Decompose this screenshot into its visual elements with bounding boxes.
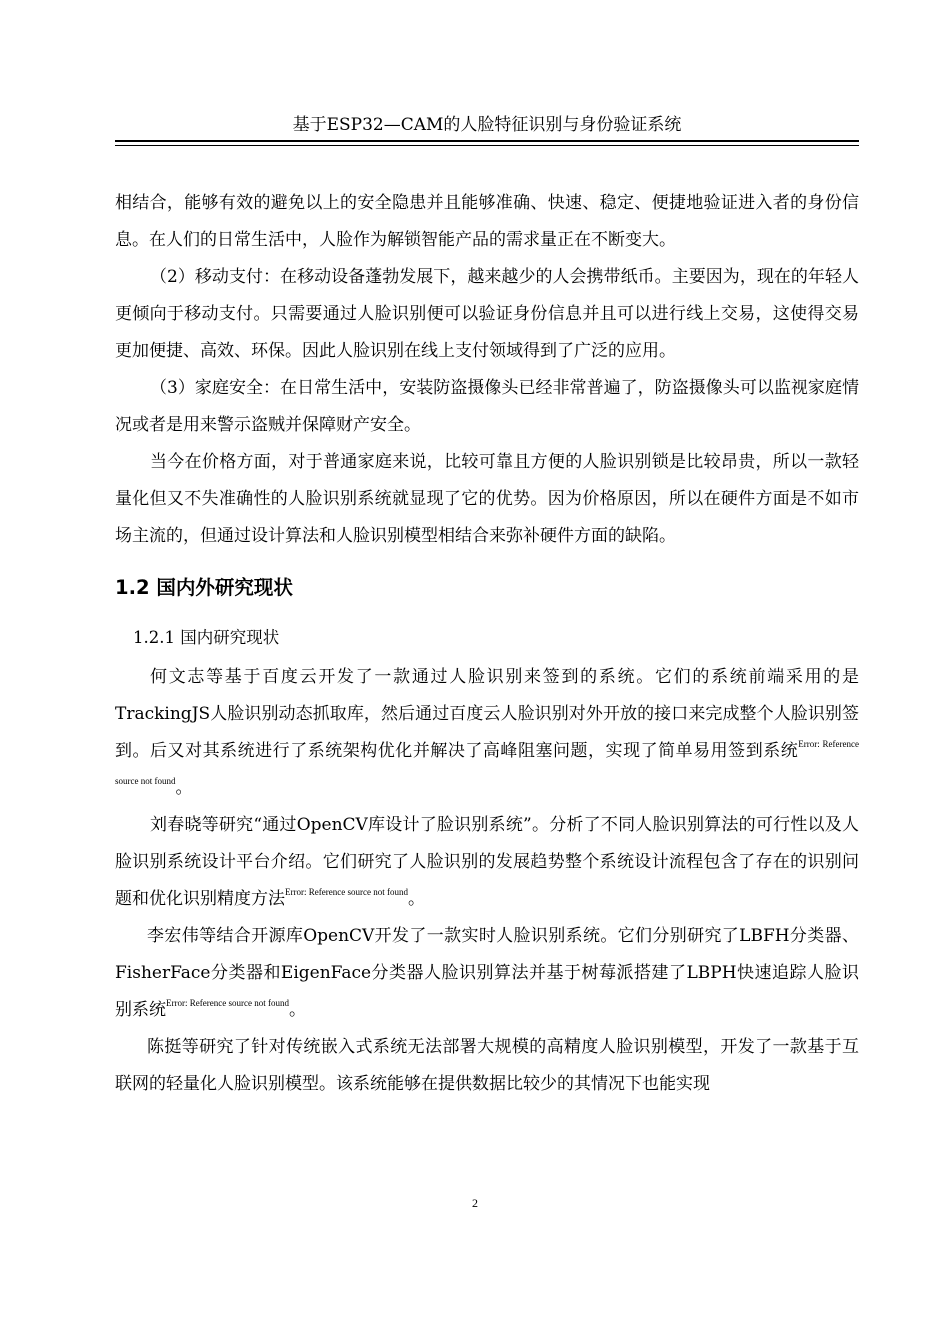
paragraph-home-security: （3）家庭安全：在日常生活中，安装防盗摄像头已经非常普遍了，防盗摄像头可以监视家庭情况或者是用来警示盗贼并保障财产安全。: [115, 378, 859, 435]
research-paragraph-3: [115, 918, 859, 1029]
page-body: [115, 185, 859, 1103]
research-paragraph-4: 陈挺等研究了针对传统嵌入式系统无法部署大规模的高精度人脸识别模型，开发了一款基于互联网的轻量化人脸识别模型。该系统能够在提供数据比较少的其情况下也能实现: [115, 1037, 859, 1094]
citation-error: Error: Reference source not found: [115, 739, 859, 786]
research-paragraph-2: [115, 807, 859, 918]
paragraph-price: 当今在价格方面，对于普通家庭来说，比较可靠且方便的人脸识别锁是比较昂贵，所以一款轻量化但又不失准确性的人脸识别系统就显现了它的优势。因为价格原因，所以在硬件方面是不如市场主流的，但通过设计算法和人脸识别模型相结合来弥补硬件方面的缺陷。: [115, 452, 859, 546]
research-paragraph-1: [115, 659, 859, 807]
research-text-1: 何文志等基于百度云开发了一款通过人脸识别来签到的系统。它们的系统前端采用的是TrackingJS人脸识别动态抓取库，然后通过百度云人脸识别对外开放的接口来完成整个人脸识别签到。后又对其系统进行了系统架构优化并解决了高峰阻塞问题，实现了简单易用签到系统: [115, 667, 859, 761]
citation-end-mark: 。: [407, 889, 425, 909]
running-header: 基于ESP32—CAM的人脸特征识别与身份验证系统: [292, 115, 682, 135]
header-rule-thick: [115, 140, 859, 142]
header-rule-thin: [115, 145, 859, 146]
citation-end-mark: 。: [288, 1000, 306, 1020]
page-number: 2: [472, 1196, 478, 1210]
subsection-heading: 1.2.1 国内研究现状: [133, 628, 280, 647]
research-text-3: 李宏伟等结合开源库OpenCV开发了一款实时人脸识别系统。它们分别研究了LBFH分类器、FisherFace分类器和EigenFace分类器人脸识别算法并基于树莓派搭建了LBPH快速追踪人脸识别系统: [115, 926, 859, 1020]
citation-end-mark: 。: [175, 778, 193, 798]
paragraph-mobile-payment: （2）移动支付：在移动设备蓬勃发展下，越来越少的人会携带纸币。主要因为，现在的年轻人更倾向于移动支付。只需要通过人脸识别便可以验证身份信息并且可以进行线上交易，这使得交易更加便捷、高效、环保。因此人脸识别在线上支付领域得到了广泛的应用。: [115, 267, 859, 361]
citation-error: Error: Reference source not found: [285, 887, 408, 897]
research-text-2: 刘春晓等研究“通过OpenCV库设计了脸识别系统”。分析了不同人脸识别算法的可行性以及人脸识别系统设计平台介绍。它们研究了人脸识别的发展趋势整个系统设计流程包含了存在的识别问题和优化识别精度方法: [115, 815, 859, 909]
paragraph-continuation: 相结合，能够有效的避免以上的安全隐患并且能够准确、快速、稳定、便捷地验证进入者的身份信息。在人们的日常生活中，人脸作为解锁智能产品的需求量正在不断变大。: [115, 193, 859, 250]
citation-error: Error: Reference source not found: [166, 998, 289, 1008]
section-heading: 1.2 国内外研究现状: [115, 576, 293, 599]
